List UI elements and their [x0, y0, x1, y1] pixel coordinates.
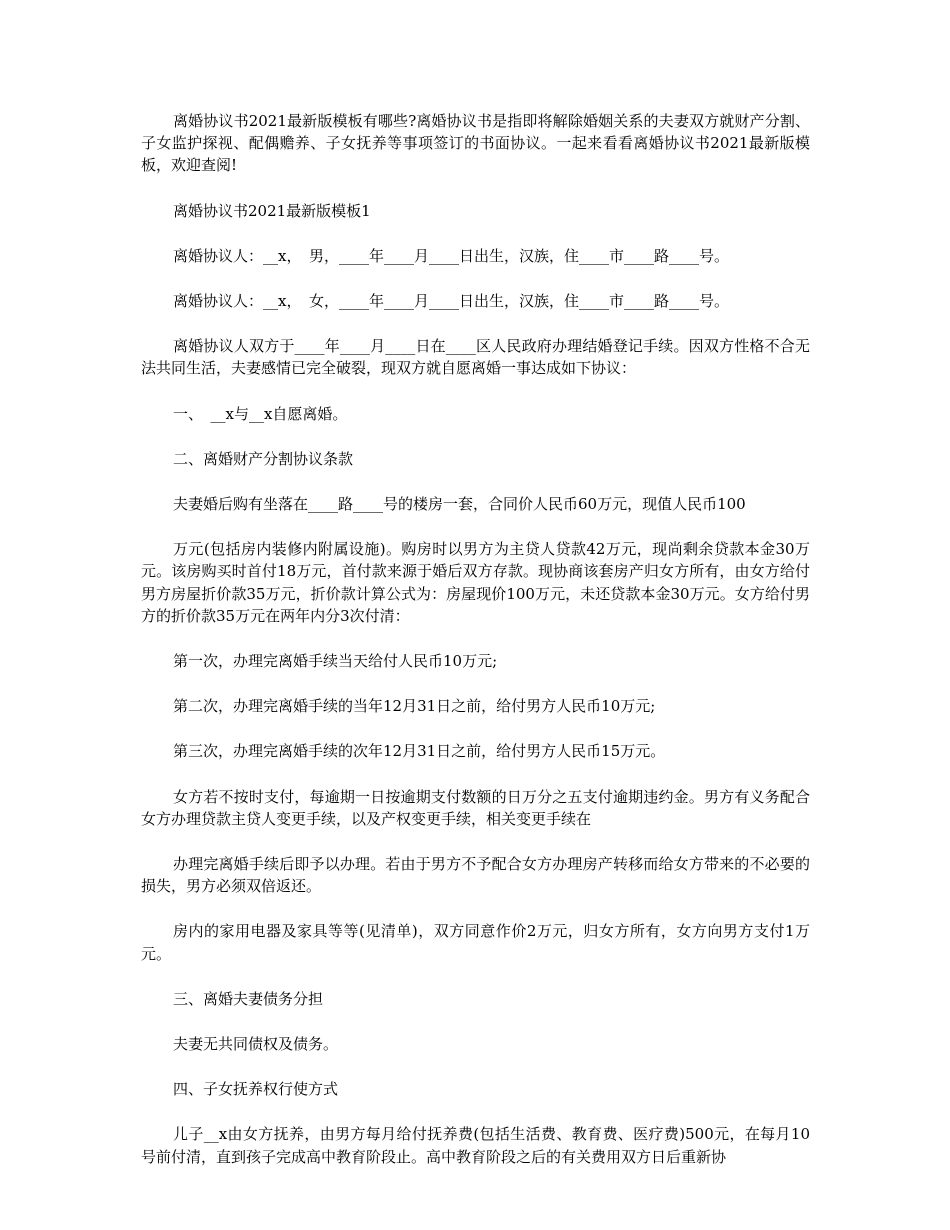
payment-3: 第三次，办理完离婚手续的次年12月31日之前，给付男方人民币15万元。	[173, 742, 666, 761]
clause-4-heading: 四、子女抚养权行使方式	[173, 1080, 339, 1099]
intro-paragraph: 离婚协议书2021最新版模板有哪些?离婚协议书是指即将解除婚姻关系的夫妻双方就财产分割、子女监护探视、配偶赡养、子女抚养等事项签订的书面协议。一起来看看离婚协议书2021最新版模板，欢迎查阅!	[141, 112, 810, 175]
party-male: 离婚协议人：__x， 男，____年____月____日出生，汉族，住____市____路____号。	[173, 246, 729, 265]
debt-paragraph: 夫妻无共同债权及债务。	[173, 1035, 339, 1054]
property-paragraph-2: 万元(包括房内装修内附属设施)。购房时以男方为主贷人贷款42万元，现尚剩余贷款本金30万元。该房购买时首付18万元，首付款来源于婚后双方存款。现协商该套房产归女方所有，由女方给付男方房屋折价款35万元，折价款计算公式为：房屋现价100万元，未还贷款本金30万元。女方给付男方的折价款35万元在两年内分3次付清：	[141, 540, 810, 625]
late-payment-paragraph: 女方若不按时支付，每逾期一日按逾期支付数额的日万分之五支付逾期违约金。男方有义务配合女方办理贷款主贷人变更手续，以及产权变更手续，相关变更手续在	[141, 787, 810, 828]
custody-paragraph: 儿子__x由女方抚养，由男方每月给付抚养费(包括生活费、教育费、医疗费)500元，在每月10号前付清，直到孩子完成高中教育阶段止。高中教育阶段之后的有关费用双方日后重新协	[141, 1125, 810, 1166]
document-body	[141, 110, 810, 1191]
clause-3-heading: 三、离婚夫妻债务分担	[173, 989, 324, 1008]
payment-1: 第一次，办理完离婚手续当天给付人民币10万元;	[173, 652, 498, 671]
payment-2: 第二次，办理完离婚手续的当年12月31日之前，给付男方人民币10万元;	[173, 697, 656, 716]
marriage-background: 离婚协议人双方于____年____月____日在____区人民政府办理结婚登记手续。因双方性格不合无法共同生活，夫妻感情已完全破裂，现双方就自愿离婚一事达成如下协议：	[141, 337, 810, 378]
party-female: 离婚协议人：__x， 女，____年____月____日出生，汉族，住____市____路____号。	[173, 292, 729, 311]
clause-2-heading: 二、离婚财产分割协议条款	[173, 449, 354, 468]
template-title: 离婚协议书2021最新版模板1	[173, 201, 371, 220]
transfer-paragraph: 办理完离婚手续后即予以办理。若由于男方不予配合女方办理房产转移而给女方带来的不必要的损失，男方必须双倍返还。	[141, 855, 810, 896]
clause-1-heading: 一、 __x与__x自愿离婚。	[173, 404, 348, 423]
appliances-paragraph: 房内的家用电器及家具等等(见清单)，双方同意作价2万元，归女方所有，女方向男方支付1万元。	[141, 922, 810, 963]
property-paragraph-1: 夫妻婚后购有坐落在____路____号的楼房一套，合同价人民币60万元，现值人民币100	[173, 495, 746, 514]
